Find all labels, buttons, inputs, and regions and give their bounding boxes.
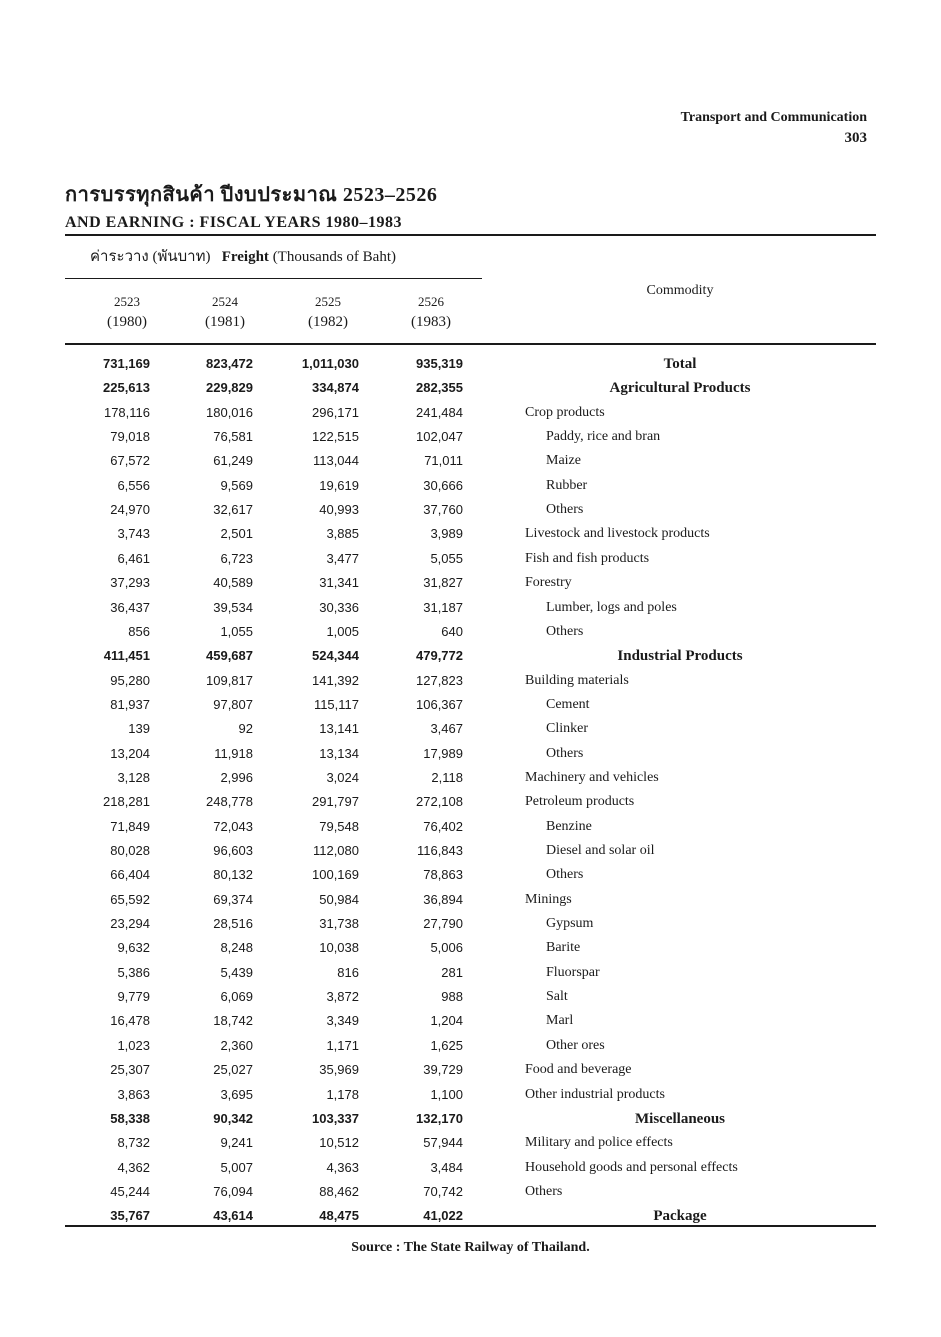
value-cell: 19,619	[319, 477, 359, 493]
value-cell: 81,937	[110, 696, 150, 712]
table-row	[0, 693, 941, 717]
value-cell: 479,772	[416, 648, 463, 664]
commodity-label: Other industrial products	[525, 1086, 665, 1102]
value-cell: 291,797	[312, 794, 359, 810]
value-cell: 69,374	[213, 891, 253, 907]
value-cell: 132,170	[416, 1110, 463, 1126]
table-row	[0, 936, 941, 960]
value-cell: 2,501	[220, 526, 253, 542]
table-row	[0, 717, 941, 741]
value-cell: 79,018	[110, 429, 150, 445]
value-cell: 823,472	[206, 356, 253, 371]
table-row	[0, 1180, 941, 1204]
value-cell: 1,625	[430, 1037, 463, 1053]
value-cell: 43,614	[213, 1208, 253, 1224]
table-row	[0, 742, 941, 766]
value-cell: 139	[128, 721, 150, 737]
value-cell: 31,738	[319, 916, 359, 932]
value-cell: 76,581	[213, 429, 253, 445]
value-cell: 9,569	[220, 477, 253, 493]
value-cell: 71,849	[110, 818, 150, 834]
value-cell: 10,038	[319, 940, 359, 956]
value-cell: 248,778	[206, 794, 253, 810]
value-cell: 23,294	[110, 916, 150, 932]
value-cell: 109,817	[206, 672, 253, 688]
table-row	[0, 1083, 941, 1107]
commodity-label: Cement	[546, 696, 590, 712]
commodity-label: Others	[546, 867, 584, 883]
commodity-label: Gypsum	[546, 916, 594, 932]
header-rule	[65, 343, 876, 345]
year-header-1982	[273, 292, 383, 332]
value-cell: 72,043	[213, 818, 253, 834]
year-be: 2526	[418, 294, 444, 309]
commodity-label: Machinery and vehicles	[525, 769, 659, 785]
value-cell: 3,743	[117, 526, 150, 542]
commodity-label: Benzine	[546, 818, 592, 834]
bottom-rule	[65, 1225, 876, 1227]
value-cell: 281	[441, 964, 463, 980]
commodity-label: Household goods and personal effects	[525, 1159, 738, 1175]
value-cell: 65,592	[110, 891, 150, 907]
value-cell: 66,404	[110, 867, 150, 883]
year-be: 2525	[315, 294, 341, 309]
table-row	[0, 644, 941, 668]
running-title: Transport and Communication	[680, 110, 867, 125]
value-cell: 17,989	[423, 745, 463, 761]
table-row	[0, 352, 941, 376]
table-row	[0, 985, 941, 1009]
commodity-label: Marl	[546, 1013, 574, 1029]
value-cell: 6,723	[220, 550, 253, 566]
value-cell: 30,666	[423, 477, 463, 493]
commodity-label: Diesel and solar oil	[546, 843, 655, 858]
table-row	[0, 1131, 941, 1155]
freight-header-unit: (Thousands of Baht)	[272, 249, 396, 265]
table-row	[0, 376, 941, 400]
table-row	[0, 425, 941, 449]
commodity-header: Commodity	[646, 283, 714, 298]
value-cell: 9,632	[117, 940, 150, 956]
commodity-label: Others	[546, 745, 584, 761]
value-cell: 50,984	[319, 891, 359, 907]
value-cell: 856	[128, 623, 150, 639]
table-row	[0, 863, 941, 887]
year-ad: (1982)	[308, 314, 348, 330]
table-row	[0, 1058, 941, 1082]
value-cell: 229,829	[206, 380, 253, 396]
value-cell: 935,319	[416, 356, 463, 371]
value-cell: 122,515	[312, 429, 359, 445]
value-cell: 39,534	[213, 599, 253, 615]
value-cell: 988	[441, 989, 463, 1005]
value-cell: 11,918	[214, 745, 253, 761]
value-cell: 127,823	[416, 672, 463, 688]
table-row	[0, 522, 941, 546]
value-cell: 37,293	[110, 575, 150, 591]
value-cell: 2,360	[220, 1037, 253, 1053]
commodity-label: Clinker	[546, 721, 588, 737]
value-cell: 3,695	[220, 1086, 253, 1102]
commodity-label: Fish and fish products	[525, 550, 650, 566]
table-row	[0, 1156, 941, 1180]
value-cell: 241,484	[416, 404, 463, 420]
value-cell: 3,484	[430, 1159, 463, 1175]
table-row	[0, 766, 941, 790]
value-cell: 45,244	[110, 1183, 150, 1199]
value-cell: 4,362	[117, 1159, 150, 1175]
table-row	[0, 912, 941, 936]
value-cell: 731,169	[103, 356, 150, 371]
value-cell: 100,169	[312, 867, 359, 883]
value-cell: 13,204	[110, 745, 150, 761]
table-row	[0, 1107, 941, 1131]
table-title-thai: การบรรทุกสินค้า ปีงบประมาณ 2523–2526	[65, 184, 438, 206]
commodity-label: Building materials	[525, 672, 629, 688]
value-cell: 9,241	[220, 1135, 253, 1151]
value-cell: 35,767	[110, 1208, 150, 1224]
running-head	[681, 110, 867, 147]
value-cell: 3,885	[326, 526, 359, 542]
table-title	[65, 178, 437, 232]
table-row	[0, 620, 941, 644]
value-cell: 31,827	[423, 575, 463, 591]
value-cell: 25,027	[213, 1062, 253, 1078]
value-cell: 272,108	[416, 794, 463, 810]
value-cell: 31,341	[319, 575, 359, 591]
commodity-label: Lumber, logs and poles	[546, 599, 677, 615]
value-cell: 57,944	[423, 1135, 463, 1151]
value-cell: 1,100	[430, 1086, 463, 1102]
source-note: Source : The State Railway of Thailand.	[351, 1240, 590, 1255]
value-cell: 4,363	[326, 1159, 359, 1175]
value-cell: 40,993	[319, 502, 359, 518]
value-cell: 3,349	[326, 1013, 359, 1029]
value-cell: 88,462	[319, 1183, 359, 1199]
value-cell: 112,080	[312, 843, 359, 858]
commodity-label: Military and police effects	[525, 1135, 673, 1151]
commodity-label: Maize	[546, 453, 581, 469]
year-ad: (1983)	[411, 314, 451, 330]
table-row	[0, 449, 941, 473]
value-cell: 10,512	[319, 1135, 359, 1151]
value-cell: 30,336	[319, 599, 359, 615]
value-cell: 90,342	[213, 1110, 253, 1126]
value-cell: 1,005	[326, 623, 359, 639]
commodity-label: Food and beverage	[525, 1062, 632, 1078]
value-cell: 115,117	[313, 696, 359, 712]
table-row	[0, 571, 941, 595]
value-cell: 1,055	[220, 623, 253, 639]
value-cell: 32,617	[213, 502, 253, 518]
table-row	[0, 839, 941, 863]
commodity-label: Miscellaneous	[635, 1110, 725, 1127]
freight-header-thai: ค่าระวาง (พันบาท)	[90, 249, 211, 265]
table-title-english: AND EARNING : FISCAL YEARS 1980–1983	[65, 214, 402, 231]
table-row	[0, 815, 941, 839]
value-cell: 80,132	[213, 867, 253, 883]
commodity-label: Salt	[546, 989, 568, 1005]
value-cell: 459,687	[206, 648, 253, 664]
year-header-1983	[376, 292, 486, 332]
table-row	[0, 401, 941, 425]
value-cell: 5,007	[220, 1159, 253, 1175]
value-cell: 97,807	[213, 696, 253, 712]
value-cell: 6,069	[220, 989, 253, 1005]
value-cell: 1,171	[326, 1037, 359, 1053]
value-cell: 5,006	[430, 940, 463, 956]
value-cell: 36,437	[110, 599, 150, 615]
value-cell: 71,011	[424, 453, 463, 469]
value-cell: 103,337	[312, 1110, 359, 1126]
commodity-label: Others	[525, 1183, 563, 1199]
commodity-label: Others	[546, 502, 584, 518]
value-cell: 6,556	[117, 477, 150, 493]
value-cell: 282,355	[416, 380, 463, 396]
value-cell: 106,367	[416, 696, 463, 712]
value-cell: 1,204	[430, 1013, 463, 1029]
value-cell: 3,128	[117, 769, 150, 785]
commodity-label: Forestry	[525, 575, 572, 591]
value-cell: 1,023	[117, 1037, 150, 1053]
commodity-label: Minings	[525, 891, 572, 907]
commodity-label: Rubber	[546, 477, 588, 493]
table-row	[0, 961, 941, 985]
value-cell: 13,141	[319, 721, 359, 737]
value-cell: 6,461	[117, 550, 150, 566]
value-cell: 141,392	[312, 672, 359, 688]
value-cell: 13,134	[319, 745, 359, 761]
value-cell: 76,094	[213, 1183, 253, 1199]
commodity-label: Fluorspar	[546, 964, 600, 980]
commodity-label: Livestock and livestock products	[525, 526, 710, 542]
value-cell: 67,572	[110, 453, 150, 469]
value-cell: 28,516	[213, 916, 253, 932]
value-cell: 8,248	[220, 940, 253, 956]
table-row	[0, 474, 941, 498]
value-cell: 36,894	[423, 891, 463, 907]
table-row	[0, 669, 941, 693]
value-cell: 116,843	[416, 843, 463, 858]
year-be: 2523	[114, 294, 140, 309]
value-cell: 218,281	[103, 794, 150, 810]
commodity-label: Crop products	[525, 404, 605, 420]
commodity-label: Barite	[546, 940, 581, 956]
year-header-1981	[170, 292, 280, 332]
value-cell: 5,386	[117, 964, 150, 980]
value-cell: 411,451	[103, 648, 150, 664]
value-cell: 41,022	[423, 1208, 463, 1224]
table-row	[0, 1009, 941, 1033]
year-be: 2524	[212, 294, 238, 309]
value-cell: 334,874	[312, 380, 359, 396]
freight-underline	[65, 278, 482, 279]
freight-header	[90, 244, 396, 268]
commodity-label: Other ores	[546, 1037, 605, 1053]
value-cell: 296,171	[312, 404, 359, 420]
value-cell: 102,047	[416, 429, 463, 445]
year-ad: (1980)	[107, 314, 147, 330]
value-cell: 1,011,030	[301, 356, 359, 371]
value-cell: 37,760	[423, 502, 463, 518]
value-cell: 39,729	[423, 1062, 463, 1078]
value-cell: 640	[441, 623, 463, 639]
value-cell: 35,969	[319, 1062, 359, 1078]
value-cell: 5,439	[220, 964, 253, 980]
commodity-label: Package	[653, 1208, 707, 1225]
year-ad: (1981)	[205, 314, 245, 330]
value-cell: 3,872	[326, 989, 359, 1005]
value-cell: 3,989	[430, 526, 463, 542]
value-cell: 96,603	[213, 843, 253, 858]
table-row	[0, 596, 941, 620]
value-cell: 1,178	[326, 1086, 359, 1102]
table-row	[0, 790, 941, 814]
value-cell: 27,790	[423, 916, 463, 932]
value-cell: 3,024	[326, 769, 359, 785]
value-cell: 58,338	[110, 1110, 150, 1126]
year-header-1980	[72, 292, 182, 332]
value-cell: 178,116	[103, 404, 150, 420]
freight-header-english: Freight	[221, 249, 269, 265]
commodity-label: Agricultural Products	[609, 380, 751, 397]
value-cell: 3,863	[117, 1086, 150, 1102]
value-cell: 816	[337, 964, 359, 980]
value-cell: 70,742	[423, 1183, 463, 1199]
value-cell: 524,344	[312, 648, 359, 664]
value-cell: 78,863	[423, 867, 463, 883]
commodity-label: Industrial Products	[617, 648, 743, 665]
value-cell: 16,478	[110, 1013, 150, 1029]
table-row	[0, 547, 941, 571]
commodity-label: Others	[546, 623, 584, 639]
top-rule	[65, 234, 876, 236]
value-cell: 80,028	[110, 843, 150, 858]
value-cell: 25,307	[110, 1062, 150, 1078]
commodity-label: Paddy, rice and bran	[546, 429, 661, 445]
table-row	[0, 888, 941, 912]
value-cell: 2,996	[220, 769, 253, 785]
table-row	[0, 1034, 941, 1058]
value-cell: 24,970	[110, 502, 150, 518]
value-cell: 113,044	[312, 453, 359, 469]
commodity-label: Total	[663, 356, 697, 372]
value-cell: 76,402	[423, 818, 463, 834]
value-cell: 40,589	[213, 575, 253, 591]
value-cell: 95,280	[110, 672, 150, 688]
value-cell: 18,742	[213, 1013, 253, 1029]
value-cell: 3,477	[326, 550, 359, 566]
value-cell: 48,475	[319, 1208, 359, 1224]
value-cell: 225,613	[103, 380, 150, 396]
commodity-label: Petroleum products	[525, 794, 635, 810]
value-cell: 79,548	[319, 818, 359, 834]
value-cell: 2,118	[431, 769, 463, 785]
value-cell: 31,187	[423, 599, 463, 615]
value-cell: 61,249	[213, 453, 253, 469]
value-cell: 3,467	[430, 721, 463, 737]
page-number: 303	[844, 130, 867, 146]
value-cell: 5,055	[430, 550, 463, 566]
value-cell: 8,732	[117, 1135, 150, 1151]
value-cell: 92	[238, 721, 253, 737]
value-cell: 180,016	[206, 404, 253, 420]
value-cell: 9,779	[117, 989, 150, 1005]
table-row	[0, 498, 941, 522]
